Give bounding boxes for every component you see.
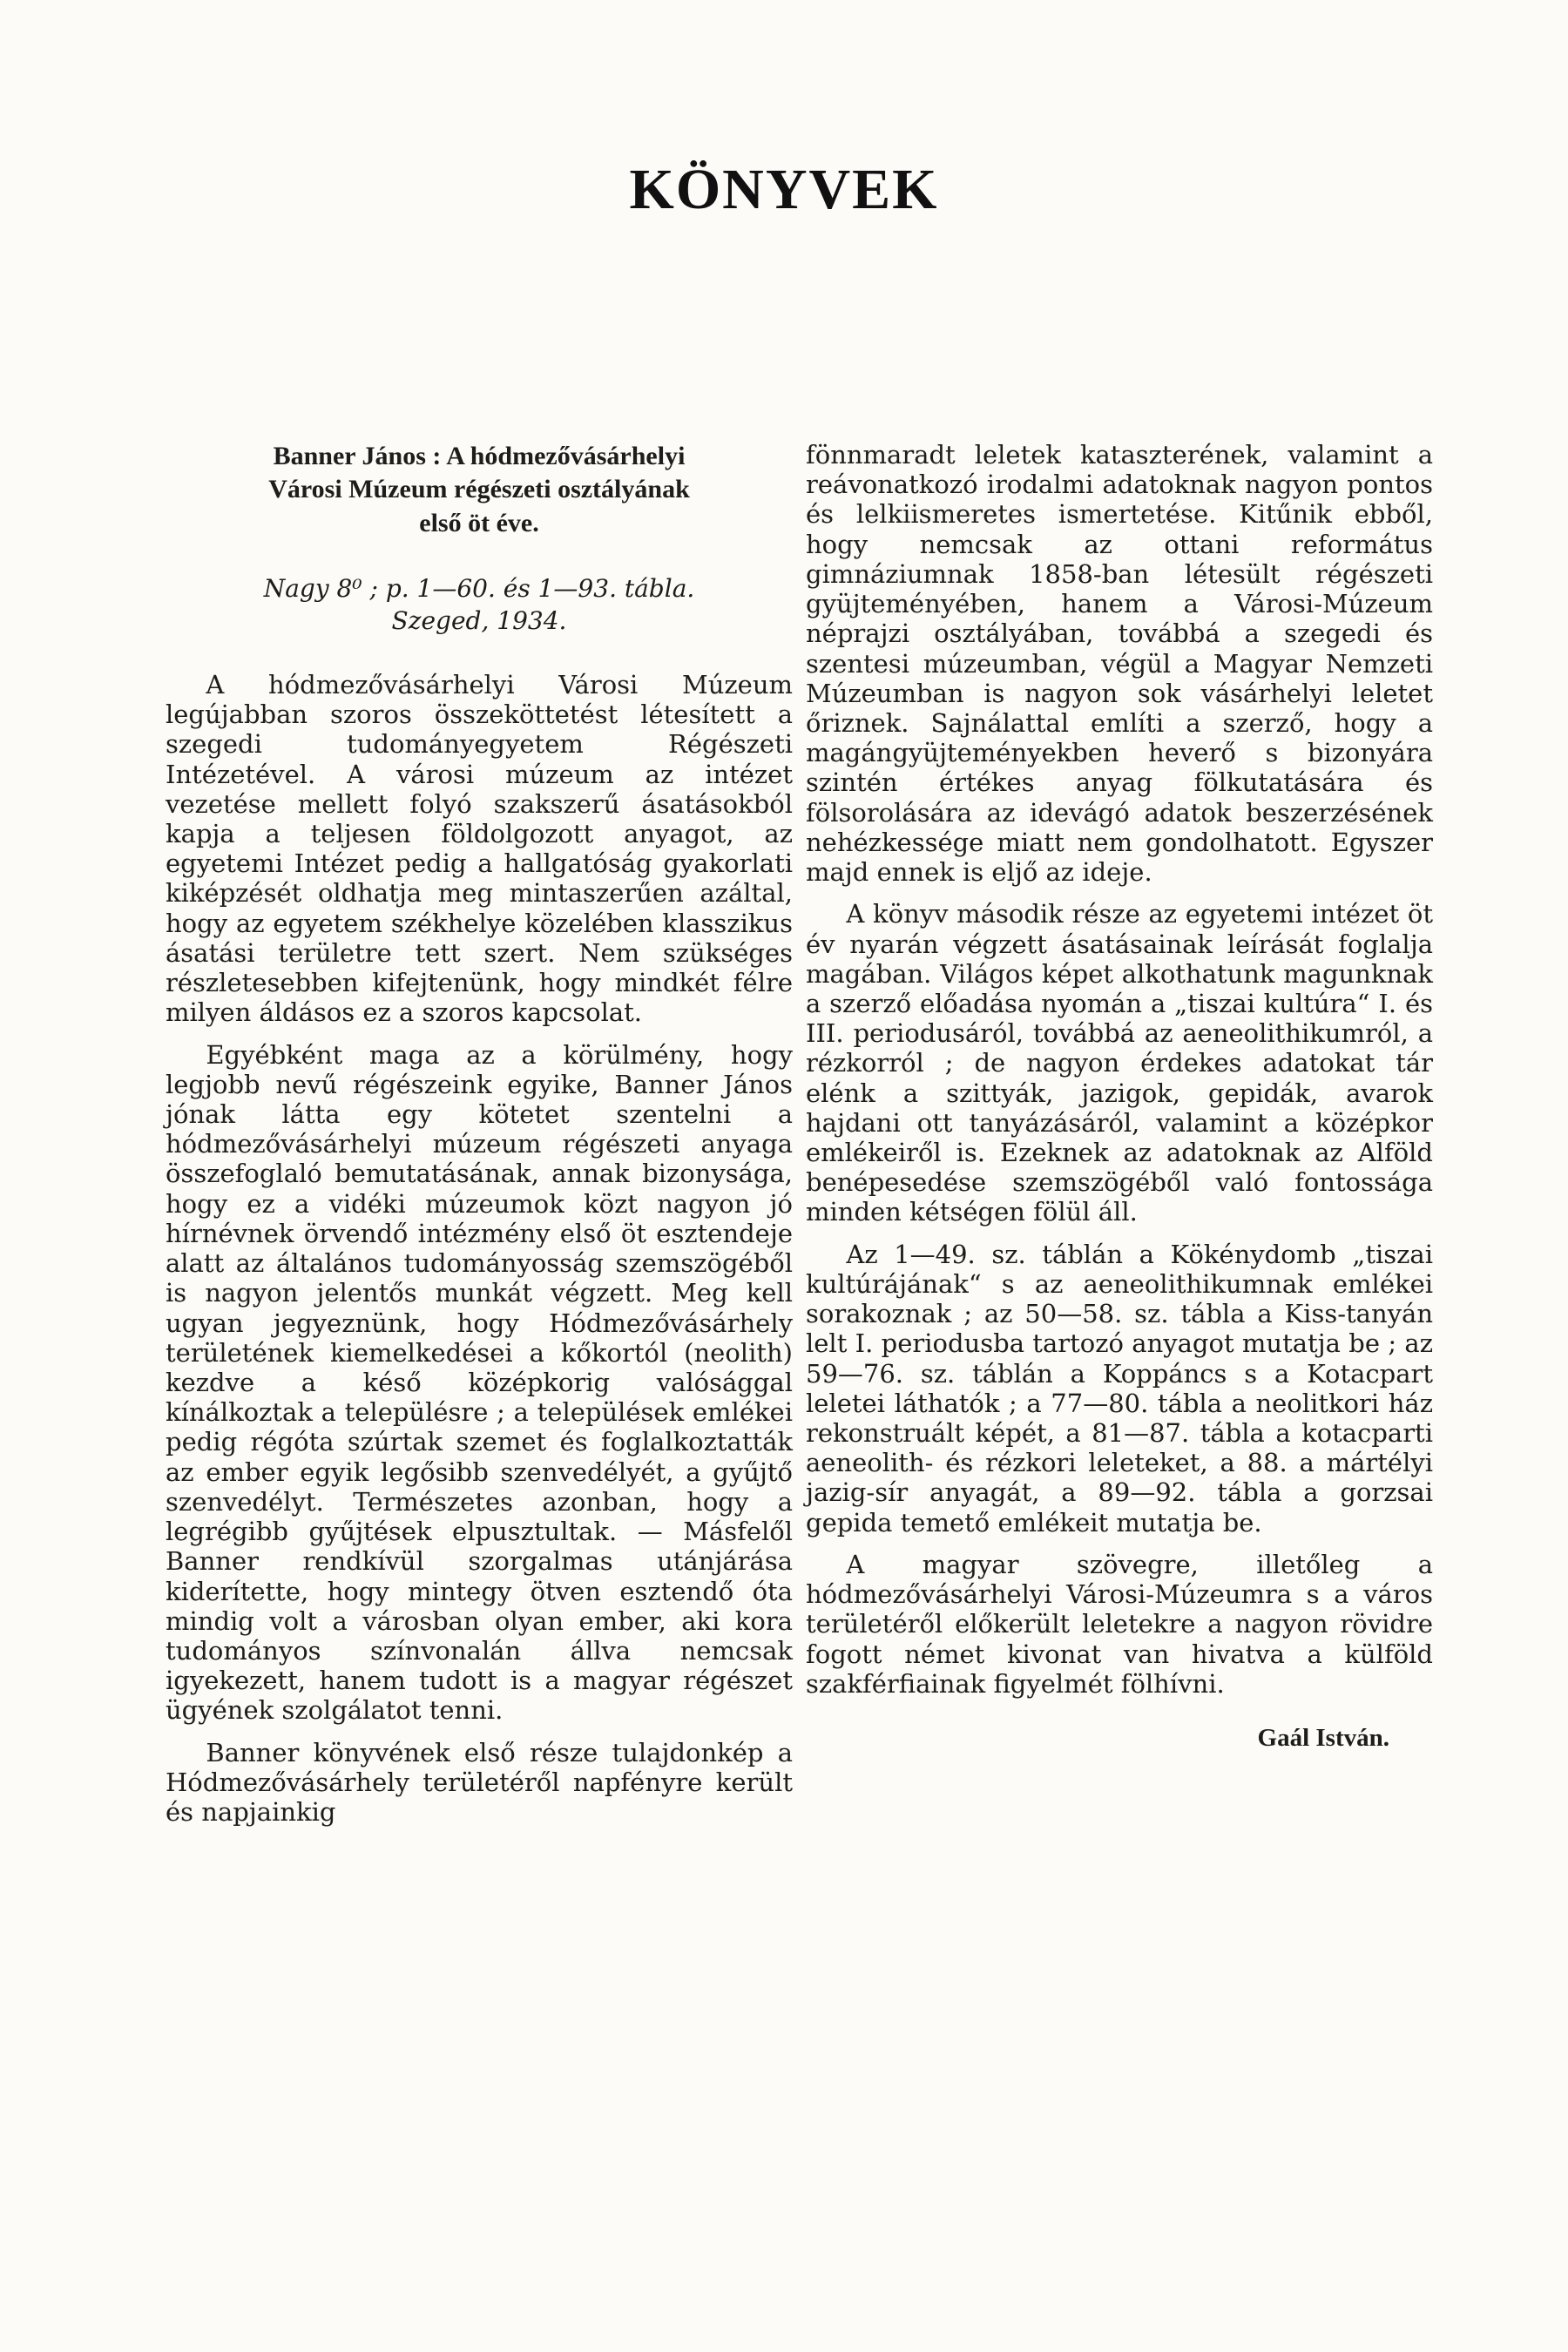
book-format-pages: Nagy 8⁰ ; p. 1—60. és 1—93. tábla.: [263, 574, 695, 604]
book-heading-line: Banner János : A hódmezővásárhelyi: [273, 442, 686, 470]
book-details: [166, 573, 793, 637]
book-heading: [166, 440, 793, 540]
review-paragraph: A könyv második része az egyetemi intézet öt év nyarán végzett ásatásainak leírását foglalja magában. Világos képet alkothatunk magunknak a szerző előadása nyomán a „tiszai kultúra“ I. és III. periodusáról, továbbá az aeneolithikumról, a rézkorról ; de nagyon érdekes adatokat tár elénk a szittyák, jazigok, gepidák, avarok hajdani ott tanyázásáról, valamint a középkor emlékeiről is. Ezeknek az adatoknak az Alföld benépesedése szemszögéből való fontossága minden kétségen fölül áll.: [806, 899, 1433, 1227]
reviewer-signature: Gaál István.: [1257, 1723, 1389, 1752]
review-paragraph: fönnmaradt leletek kataszterének, valamint a reávonatkozó irodalmi adatoknak nagyon pontos és lelkiismeretes ismertetése. Kitűnik ebből, hogy nemcsak az ottani református gimnáziumnak 1858-ban létesült régészeti gyüjteményében, hanem a Városi-Múzeum néprajzi osztályában, továbbá a szegedi és szentesi múzeumban, végül a Magyar Nemzeti Múzeumban is nagyon sok vásárhelyi leletet őriznek. Sajnálattal említi a szerző, hogy a magángyüjteményekben heverő s bizonyára szintén értékes anyag fölkutatására és fölsorolására az idevágó adatok beszerzésének nehézkessége miatt nem gondolhatott. Egyszer majd ennek is eljő az ideje.: [806, 440, 1433, 888]
left-column: [166, 440, 793, 1827]
review-paragraph: A magyar szövegre, illetőleg a hódmezővásárhelyi Városi-Múzeumra s a város területéről előkerült leletekre a nagyon rövidre fogott német kivonat van hivatva a külföld szakférfiainak figyelmét fölhívni.: [806, 1549, 1433, 1699]
book-place-year: Szeged, 1934.: [391, 605, 567, 635]
right-column: [806, 440, 1433, 1753]
review-paragraph: A hódmezővásárhelyi Városi Múzeum legújabban szoros összeköttetést létesített a szegedi tudományegyetem Régészeti Intézetével. A városi múzeum az intézet vezetése mellett folyó szakszerű ásatásokból kapja a teljesen földolgozott anyagot, az egyetemi Intézet pedig a hallgatóság gyakorlati kiképzését oldhatja meg mintaszerűen azáltal, hogy az egyetem székhelye közelében klasszikus ásatási területre tett szert. Nem szükséges részletesebben kifejtenünk, hogy mindkét félre milyen áldásos ez a szoros kapcsolat.: [166, 669, 793, 1028]
book-heading-line: Városi Múzeum régészeti osztályának: [268, 475, 690, 504]
review-paragraph: Az 1—49. sz. táblán a Kökénydomb „tiszai kultúrájának“ s az aeneolithikumnak emlékei sorakoznak ; az 50—58. sz. tábla a Kiss-tanyán lelt I. periodusba tartozó anyagot mutatja be ; az 59—76. sz. táblán a Koppáncs s a Kotacpart leletei láthatók ; a 77—80. tábla a neolitkori ház rekonstruált képét, a 81—87. tábla a kotacparti aeneolith- és rézkori leleteket, a 88. a mártélyi jazig-sír anyagát, a 89—92. tábla a gorzsai gepida temető emlékeit mutatja be.: [806, 1239, 1433, 1538]
review-paragraph: Banner könyvének első része tulajdonkép a Hódmezővásárhely területéről napfényre került és napjainkig: [166, 1737, 793, 1828]
review-paragraph: Egyébként maga az a körülmény, hogy legjobb nevű régészeink egyike, Banner János jónak látta egy kötetet szentelni a hódmezővásárhelyi múzeum régészeti anyaga összefoglaló bemutatásának, annak bizonysága, hogy ez a vidéki múzeumok közt nagyon jó hírnévnek örvendő intézmény első öt esztendeje alatt az általános tudományosság szemszögéből is nagyon jelentős munkát végzett. Meg kell ugyan jegyeznünk, hogy Hódmezővásárhely területének kiemelkedései a kőkortól (neolith) kezdve a késő középkorig valósággal kínálkoztak a településre ; a települések emlékei pedig régóta szúrtak szemet és foglalkoztatták az ember egyik legősibb szenvedélyét, a gyűjtő szenvedélyt. Természetes azonban, hogy a legrégibb gyűjtések elpusztultak. — Másfelől Banner rendkívül szorgalmas utánjárása kiderítette, hogy mintegy ötven esztendő óta mindig volt a városban olyan ember, aki kora tudományos színvonalán állva nemcsak igyekezett, hanem tudott is a magyar régészet ügyének szolgálatot tenni.: [166, 1039, 793, 1726]
book-heading-line: első öt éve.: [419, 508, 539, 537]
page-title: KÖNYVEK: [629, 158, 939, 221]
